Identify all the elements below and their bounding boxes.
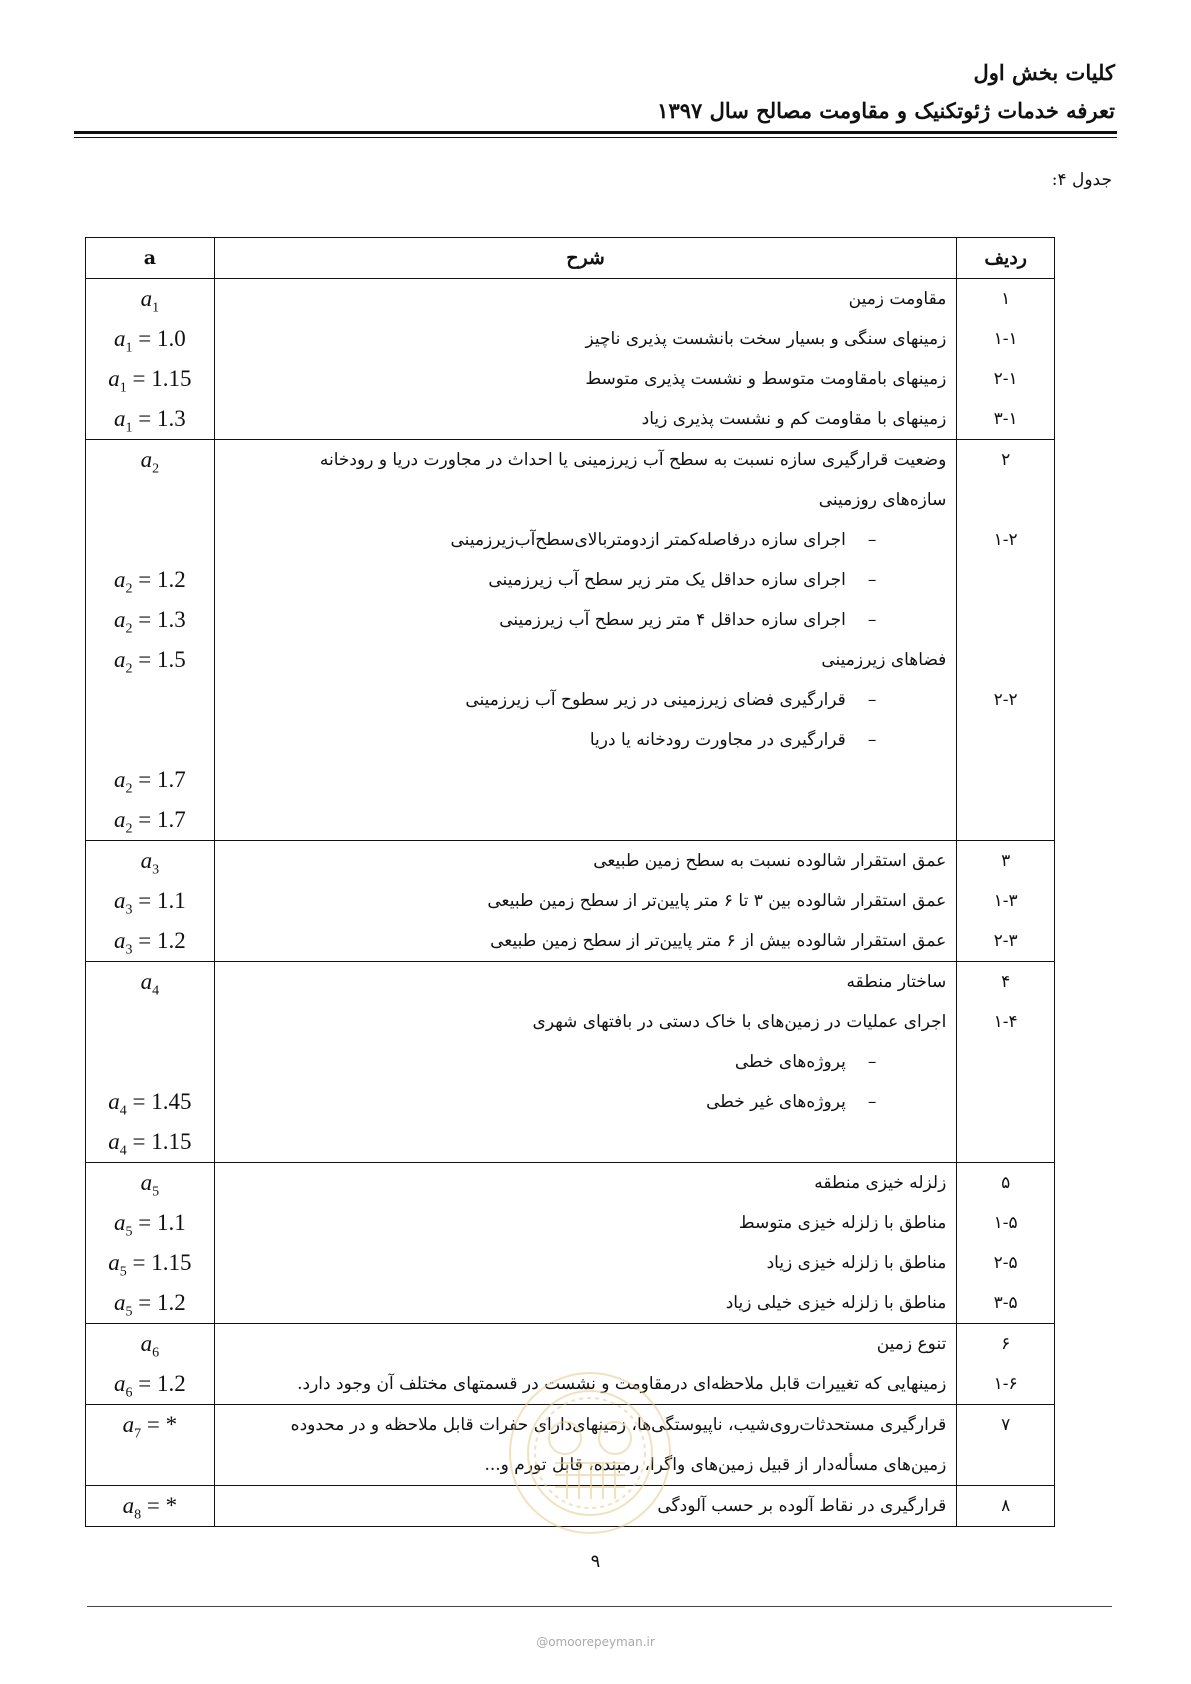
row-number — [957, 1042, 1054, 1082]
coefficient-cell — [86, 962, 215, 1163]
description-line — [215, 760, 957, 800]
description-cell — [214, 1163, 957, 1324]
description-line: زمینهایی که تغییرات قابل ملاحظه‌ای درمقاومت و نشست در قسمتهای مختلف آن وجود دارد. — [297, 1374, 947, 1394]
table-row — [86, 962, 1055, 1163]
coefficient-cell — [86, 841, 215, 962]
coefficient-cell — [86, 1405, 215, 1486]
footer-rule — [87, 1606, 1112, 1607]
row-number: ۳-۱ — [993, 409, 1018, 429]
header-row-number: ردیف — [957, 238, 1055, 279]
description-line: زمین‌های مسأله‌دار از قبیل زمین‌های واگرا، رمبنده، قابل تورم و... — [484, 1455, 947, 1475]
coefficient-value: $a_1 = 1.0$ — [114, 326, 186, 356]
document-title: تعرفه خدمات ژئوتکنیک و مقاومت مصالح سال ۱۳۹۷ — [657, 98, 1115, 123]
header-description: شرح — [214, 238, 957, 279]
row-number — [957, 720, 1054, 760]
row-number — [957, 800, 1054, 840]
description-line — [215, 1122, 957, 1162]
row-number: ۲-۵ — [993, 1253, 1018, 1273]
coefficient-value: $a_1 = 1.3$ — [114, 406, 186, 436]
row-number-cell — [957, 841, 1055, 962]
coefficient-cell — [86, 1486, 215, 1527]
description-cell — [214, 440, 957, 841]
row-number: ۱ — [1001, 289, 1011, 309]
coefficient-cell — [86, 440, 215, 841]
section-title: کلیات بخش اول — [973, 60, 1115, 85]
row-number: ۷ — [1001, 1415, 1011, 1435]
coefficient-value: $a_3 = 1.1$ — [114, 888, 186, 918]
row-number — [957, 1122, 1054, 1162]
description-line: قرارگیری مستحدثات‌روی‌شیب، ناپیوستگی‌ها، زمینهای‌دارای حفرات قابل ملاحظه و در محدوده — [290, 1415, 947, 1435]
row-number-cell — [957, 279, 1055, 440]
row-number — [957, 760, 1054, 800]
row-number: ۲-۲ — [993, 690, 1018, 710]
coefficient-value: $a_6$ — [140, 1331, 160, 1361]
coefficient-value: $a_1$ — [140, 286, 160, 316]
coefficients-table — [85, 237, 1055, 1527]
coefficient-cell — [86, 279, 215, 440]
footer-website: @omoorepeyman.ir — [536, 1635, 655, 1649]
coefficient-value: $a_5 = 1.1$ — [114, 1210, 186, 1240]
coefficient-cell — [86, 1324, 215, 1405]
coefficient-value: $a_2$ — [140, 447, 160, 477]
row-number: ۲-۳ — [993, 931, 1018, 951]
coefficient-blank — [86, 720, 214, 760]
description-bullet: – قرارگیری در مجاورت رودخانه یا دریا — [215, 720, 957, 760]
row-number: ۱-۴ — [993, 1012, 1018, 1032]
coefficient-value: $a_3 = 1.2$ — [114, 928, 186, 958]
coefficient-value: $a_2 = 1.2$ — [114, 567, 186, 597]
row-number: ۱-۵ — [993, 1213, 1018, 1233]
row-number: ۶ — [1001, 1334, 1011, 1354]
description-cell — [214, 279, 957, 440]
page-number: ۹ — [590, 1551, 601, 1572]
coefficient-value: $a_5 = 1.15$ — [108, 1250, 192, 1280]
description-bullet: – اجرای سازه حداقل یک متر زیر سطح آب زیرزمینی — [215, 560, 957, 600]
description-line: زمینهای سنگی و بسیار سخت بانشست پذیری ناچیز — [585, 329, 947, 349]
description-line: زمینهای با مقاومت کم و نشست پذیری زیاد — [641, 409, 947, 429]
header-coefficient: a — [86, 238, 215, 279]
table-row — [86, 841, 1055, 962]
row-number — [957, 560, 1054, 600]
row-number — [957, 640, 1054, 680]
description-line: زلزله خیزی منطقه — [814, 1173, 947, 1193]
description-line: ساختار منطقه — [846, 972, 947, 992]
row-number-cell — [957, 1405, 1055, 1486]
coefficient-blank — [86, 1445, 214, 1485]
row-number: ۳ — [1001, 851, 1011, 871]
coefficient-value: $a_6 = 1.2$ — [114, 1371, 186, 1401]
coefficient-value: $a_2 = 1.7$ — [114, 767, 186, 797]
coefficient-blank — [86, 480, 214, 520]
coefficient-value: $a_4 = 1.45$ — [108, 1089, 192, 1119]
description-line: وضعیت قرارگیری سازه نسبت به سطح آب زیرزمینی یا احداث در مجاورت دریا و رودخانه — [319, 450, 947, 470]
row-number: ۱-۲ — [993, 530, 1018, 550]
description-line: عمق استقرار شالوده نسبت به سطح زمین طبیعی — [593, 851, 947, 871]
row-number-cell — [957, 1324, 1055, 1405]
coefficient-value: $a_4$ — [140, 969, 160, 999]
header-rule-thin — [74, 137, 1117, 138]
header-rule-thick — [74, 131, 1117, 134]
coefficient-value: $a_3$ — [140, 848, 160, 878]
description-line: زمینهای بامقاومت متوسط و نشست پذیری متوسط — [585, 369, 947, 389]
description-bullet: – قرارگیری فضای زیرزمینی در زیر سطوح آب زیرزمینی — [215, 680, 957, 720]
table-body — [86, 279, 1055, 1527]
row-number-cell — [957, 440, 1055, 841]
table-header-row — [86, 238, 1055, 279]
row-number — [957, 600, 1054, 640]
coefficient-value: $a_5$ — [140, 1170, 160, 1200]
table-caption: جدول ۴: — [1051, 170, 1112, 190]
coefficient-value: $a_7$ = * — [122, 1412, 178, 1442]
coefficient-value: $a_2 = 1.3$ — [114, 607, 186, 637]
row-number: ۸ — [1001, 1496, 1011, 1516]
description-line: فضاهای زیرزمینی — [821, 650, 947, 670]
description-bullet: – پروژه‌های خطی — [215, 1042, 957, 1082]
row-number: ۲ — [1001, 450, 1011, 470]
description-line: قرارگیری در نقاط آلوده بر حسب آلودگی — [657, 1496, 947, 1516]
table-row — [86, 1163, 1055, 1324]
coefficient-blank — [86, 680, 214, 720]
description-line: مناطق با زلزله خیزی زیاد — [766, 1253, 947, 1273]
row-number: ۴ — [1001, 972, 1011, 992]
description-bullet: – پروژه‌های غیر خطی — [215, 1082, 957, 1122]
description-cell — [214, 962, 957, 1163]
coefficient-value: $a_4 = 1.15$ — [108, 1129, 192, 1159]
row-number: ۵ — [1001, 1173, 1011, 1193]
description-line: عمق استقرار شالوده بین ۳ تا ۶ متر پایین‌تر از سطح زمین طبیعی — [487, 891, 947, 911]
coefficient-value: $a_2 = 1.7$ — [114, 807, 186, 837]
description-line: عمق استقرار شالوده بیش از ۶ متر پایین‌تر از سطح زمین طبیعی — [490, 931, 947, 951]
description-bullet: – اجرای سازه حداقل ۴ متر زیر سطح آب زیرزمینی — [215, 600, 957, 640]
description-bullet: – اجرای سازه درفاصله‌کمتر ازدومتربالای‌سطح‌آب‌زیرزمینی — [215, 520, 957, 560]
description-line: مقاومت زمین — [848, 289, 947, 309]
description-cell — [214, 841, 957, 962]
description-line: مناطق با زلزله خیزی خیلی زیاد — [725, 1293, 947, 1313]
table-row — [86, 440, 1055, 841]
row-number-cell — [957, 1163, 1055, 1324]
row-number: ۱-۳ — [993, 891, 1018, 911]
coefficient-cell — [86, 1163, 215, 1324]
coefficient-value: $a_1 = 1.15$ — [108, 366, 192, 396]
coefficient-blank — [86, 1002, 214, 1042]
watermark-seal — [505, 1368, 675, 1538]
row-number: ۲-۱ — [993, 369, 1018, 389]
coefficient-value: $a_2 = 1.5$ — [114, 647, 186, 677]
coefficient-value: $a_5 = 1.2$ — [114, 1290, 186, 1320]
coefficient-blank — [86, 1042, 214, 1082]
row-number-cell — [957, 962, 1055, 1163]
coefficient-value: $a_8$ = * — [122, 1493, 178, 1523]
row-number: ۱-۱ — [993, 329, 1018, 349]
row-number: ۳-۵ — [993, 1293, 1018, 1313]
row-number: ۱-۶ — [993, 1374, 1018, 1394]
table-row — [86, 279, 1055, 440]
description-line — [215, 800, 957, 840]
description-line: تنوع زمین — [876, 1334, 947, 1354]
coefficient-blank — [86, 520, 214, 560]
row-number — [957, 1082, 1054, 1122]
row-number — [957, 480, 1054, 520]
description-line: سازه‌های روزمینی — [818, 490, 947, 510]
row-number-cell — [957, 1486, 1055, 1527]
description-line: اجرای عملیات در زمین‌های با خاک دستی در بافتهای شهری — [532, 1012, 947, 1032]
description-line: مناطق با زلزله خیزی متوسط — [738, 1213, 947, 1233]
row-number — [957, 1445, 1054, 1485]
